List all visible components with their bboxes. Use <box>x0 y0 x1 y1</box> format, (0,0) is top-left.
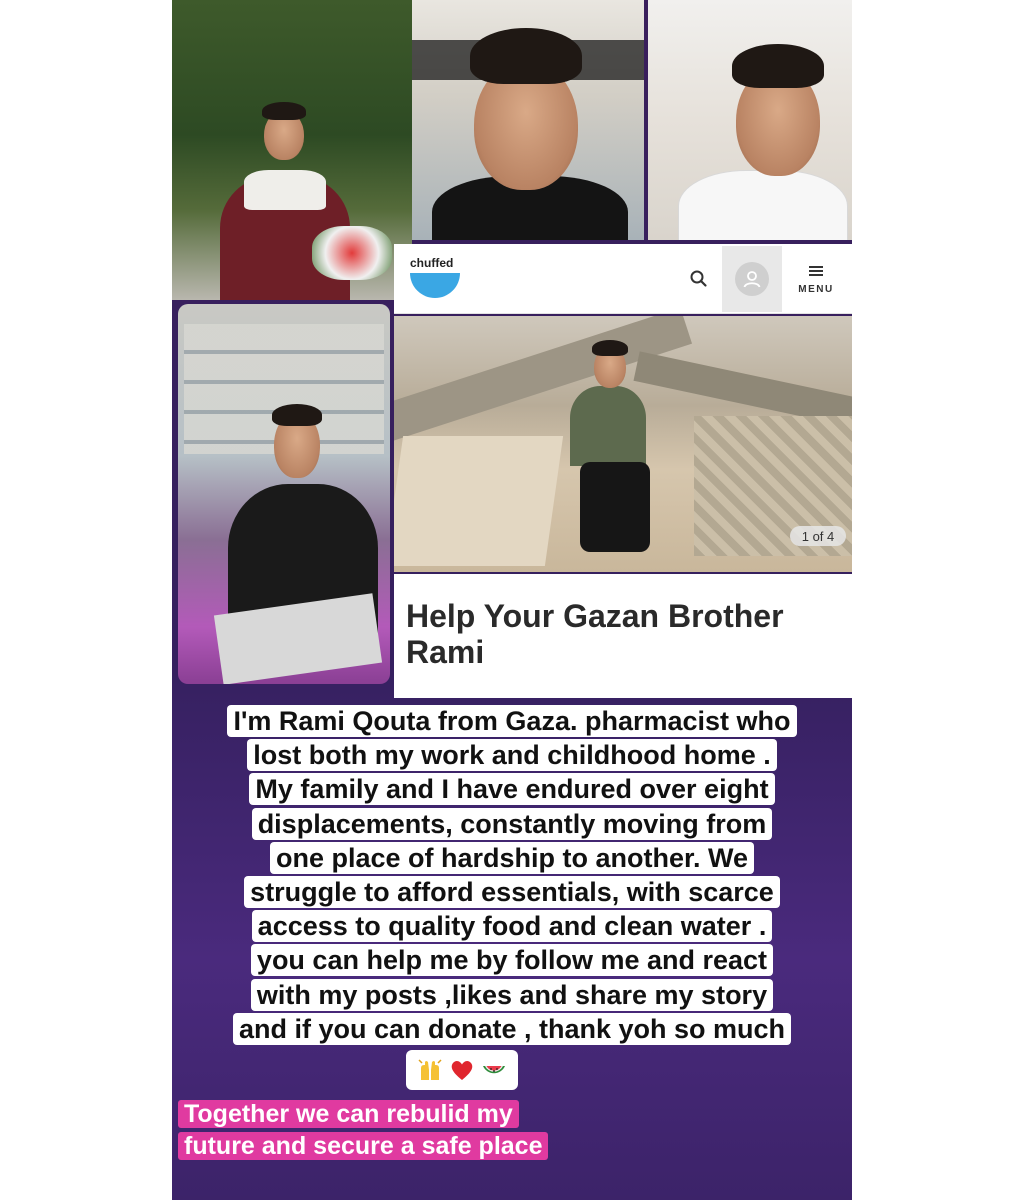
chuffed-logo[interactable] <box>410 256 466 302</box>
story-line: displacements, constantly moving from <box>252 808 773 840</box>
story-line: with my posts ,likes and share my story <box>251 979 773 1011</box>
story-line: My family and I have endured over eight <box>249 773 774 805</box>
story-line: one place of hardship to another. We <box>270 842 754 874</box>
emoji-row <box>406 1050 518 1090</box>
labcoat-photo <box>648 0 852 240</box>
story-line: you can help me by follow me and react <box>251 944 773 976</box>
account-button[interactable] <box>722 246 782 312</box>
campaign-gallery-photo[interactable] <box>394 316 852 572</box>
story-line: struggle to afford essentials, with scarce <box>244 876 780 908</box>
keffiyeh-scarf <box>244 170 326 210</box>
heart-icon <box>448 1056 476 1084</box>
photo-counter: 1 of 4 <box>790 526 846 546</box>
menu-button[interactable] <box>786 256 846 302</box>
person-hair <box>470 28 582 84</box>
story-line: I'm Rami Qouta from Gaza. pharmacist who <box>227 705 796 737</box>
person-pants <box>580 462 650 552</box>
campaign-title: Help Your Gazan Brother Rami <box>406 598 784 670</box>
chuffed-logo-icon <box>410 273 460 298</box>
person-hair <box>272 404 322 426</box>
user-icon <box>735 262 769 296</box>
person-hair <box>262 102 306 120</box>
person-shirt <box>570 386 646 466</box>
story-collage <box>172 0 852 1200</box>
story-line: lost both my work and childhood home . <box>247 739 777 771</box>
lab-coat <box>678 170 848 240</box>
pharmacy-photo <box>178 304 390 684</box>
search-button[interactable] <box>684 264 714 294</box>
chuffed-logo-text: chuffed <box>410 256 454 270</box>
tagline-line: future and secure a safe place <box>178 1132 548 1160</box>
search-icon <box>684 264 714 294</box>
watermelon-icon <box>480 1056 508 1084</box>
story-line: access to quality food and clean water . <box>252 910 773 942</box>
flower-bouquet <box>312 226 392 280</box>
story-text <box>176 704 848 1046</box>
tagline-line: Together we can rebulid my <box>178 1100 519 1128</box>
selfie-photo <box>412 0 644 240</box>
tagline <box>178 1098 598 1162</box>
person-hair <box>592 340 628 356</box>
menu-label: MENU <box>798 283 834 295</box>
hamburger-icon <box>809 264 823 278</box>
graduation-photo <box>172 0 412 300</box>
person-hair <box>732 44 824 88</box>
concrete-block <box>394 436 563 566</box>
raised-hands-icon <box>416 1056 444 1084</box>
campaign-title-box <box>394 574 852 698</box>
story-line: and if you can donate , thank yoh so much <box>233 1013 791 1045</box>
chuffed-header <box>394 244 852 314</box>
